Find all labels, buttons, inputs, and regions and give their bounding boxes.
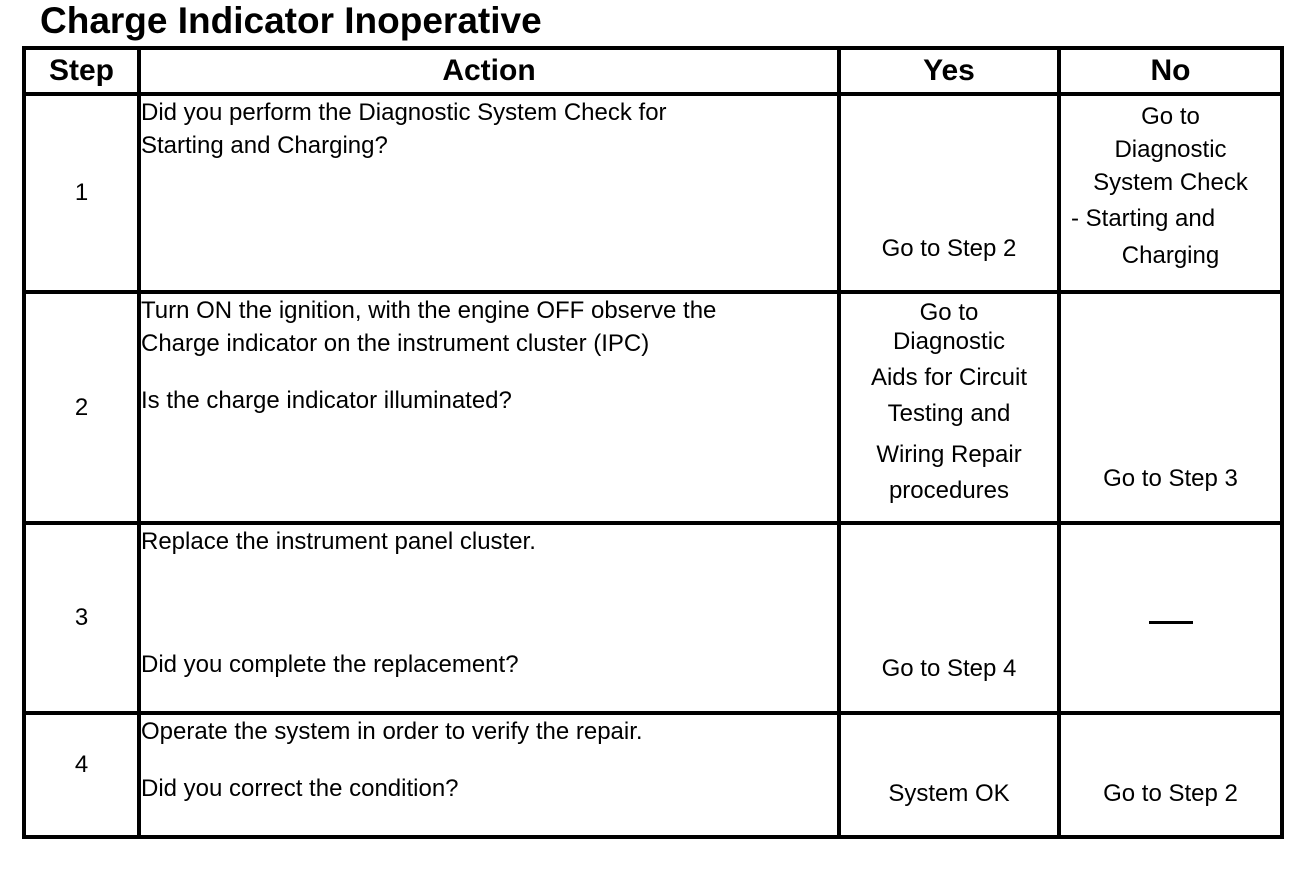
action-line: Replace the instrument panel cluster. (141, 528, 536, 555)
header-no: No (1059, 48, 1282, 94)
header-action: Action (139, 48, 839, 94)
diagnostic-table (22, 46, 1284, 839)
action-line: Charge indicator on the instrument cluster (IPC) (141, 330, 650, 357)
yes-line: Aids for Circuit (870, 364, 1028, 391)
no-text: Go to Step 2 (1103, 780, 1238, 807)
yes-text: System OK (888, 780, 1010, 807)
yes-line: Diagnostic (892, 328, 1006, 355)
step-number: 3 (24, 523, 139, 713)
yes-line: Testing and (887, 400, 1011, 427)
yes-cell (839, 292, 1059, 523)
action-cell (139, 713, 839, 837)
yes-cell (839, 94, 1059, 292)
no-line: - Starting and (1071, 205, 1216, 232)
dash-icon (1149, 621, 1193, 624)
table-row (24, 523, 1282, 713)
action-line: Operate the system in order to verify the repair. (141, 718, 643, 745)
no-line: Go to (1141, 103, 1200, 130)
question-line: Did you complete the replacement? (141, 651, 519, 678)
table-row (24, 94, 1282, 292)
table-row (24, 292, 1282, 523)
yes-line: Go to (919, 299, 979, 326)
header-yes: Yes (839, 48, 1059, 94)
yes-text: Go to Step 4 (881, 655, 1017, 682)
action-line: Starting and Charging? (141, 132, 388, 159)
action-cell (139, 94, 839, 292)
no-line: Diagnostic (1114, 136, 1227, 163)
yes-line: procedures (888, 477, 1010, 504)
question-line: Did you correct the condition? (141, 775, 459, 802)
no-cell (1059, 292, 1282, 523)
header-row (24, 48, 1282, 94)
header-step: Step (24, 48, 139, 94)
action-line: Turn ON the ignition, with the engine OFF observe the (141, 297, 717, 324)
action-cell (139, 292, 839, 523)
step-number: 4 (24, 713, 139, 837)
no-line: System Check (1093, 169, 1248, 196)
no-line: Charging (1121, 242, 1220, 269)
yes-cell (839, 523, 1059, 713)
yes-text: Go to Step 2 (881, 235, 1017, 262)
yes-line: Wiring Repair (876, 441, 1022, 468)
no-cell (1059, 713, 1282, 837)
page-title: Charge Indicator Inoperative (40, 0, 542, 41)
step-number: 1 (24, 94, 139, 292)
action-line: Did you perform the Diagnostic System Check for (141, 99, 667, 126)
no-cell (1059, 523, 1282, 713)
yes-cell (839, 713, 1059, 837)
no-cell (1059, 94, 1282, 292)
step-number: 2 (24, 292, 139, 523)
no-text: Go to Step 3 (1103, 465, 1238, 492)
question-line: Is the charge indicator illuminated? (141, 387, 512, 414)
action-cell (139, 523, 839, 713)
table-row (24, 713, 1282, 837)
